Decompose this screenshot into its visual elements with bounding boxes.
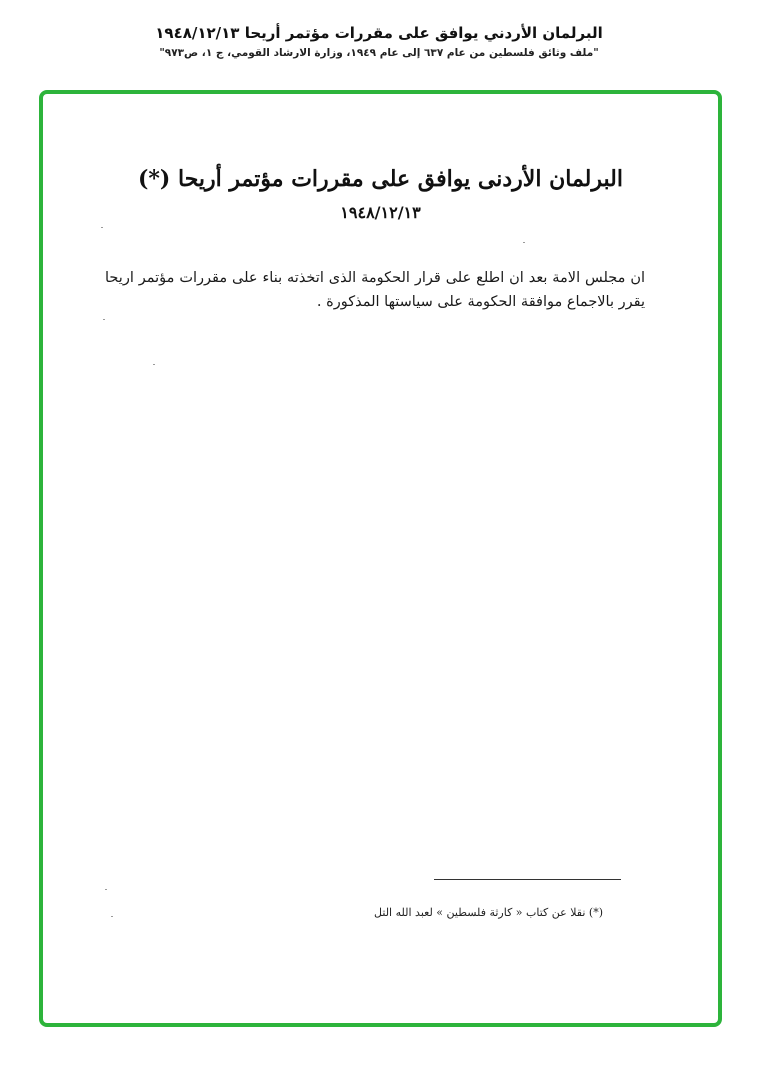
document-date: ١٩٤٨/١٢/١٣ [340, 203, 421, 222]
header-title: البرلمان الأردني يوافق على مقررات مؤتمر أريحا ١٩٤٨/١٢/١٣ [155, 24, 603, 42]
document-footnote: (*) نقلا عن كتاب « كارثة فلسطين » لعبد الله التل [374, 906, 603, 919]
document-frame [39, 90, 722, 1027]
scan-speck [111, 916, 113, 917]
header-source-citation: "ملف وثائق فلسطين من عام ٦٣٧ إلى عام ١٩٤٩، وزارة الارشاد القومي، ج ١، ص٩٧٣" [159, 47, 599, 59]
scan-speck [153, 364, 155, 365]
scan-speck [101, 227, 103, 228]
page-header [0, 22, 758, 62]
document-body: ان مجلس الامة بعد ان اطلع على قرار الحكومة الذى اتخذته بناء على مقررات مؤتمر اريحا يقرر بالاجماع موافقة الحكومة على سياستها المذكورة . [105, 270, 645, 310]
scan-speck [105, 889, 107, 890]
document-title: البرلمان الأردنى يوافق على مقررات مؤتمر أريحا (*) [138, 166, 623, 192]
scan-speck [103, 319, 105, 320]
footnote-divider [434, 879, 621, 880]
scan-speck [523, 242, 525, 243]
